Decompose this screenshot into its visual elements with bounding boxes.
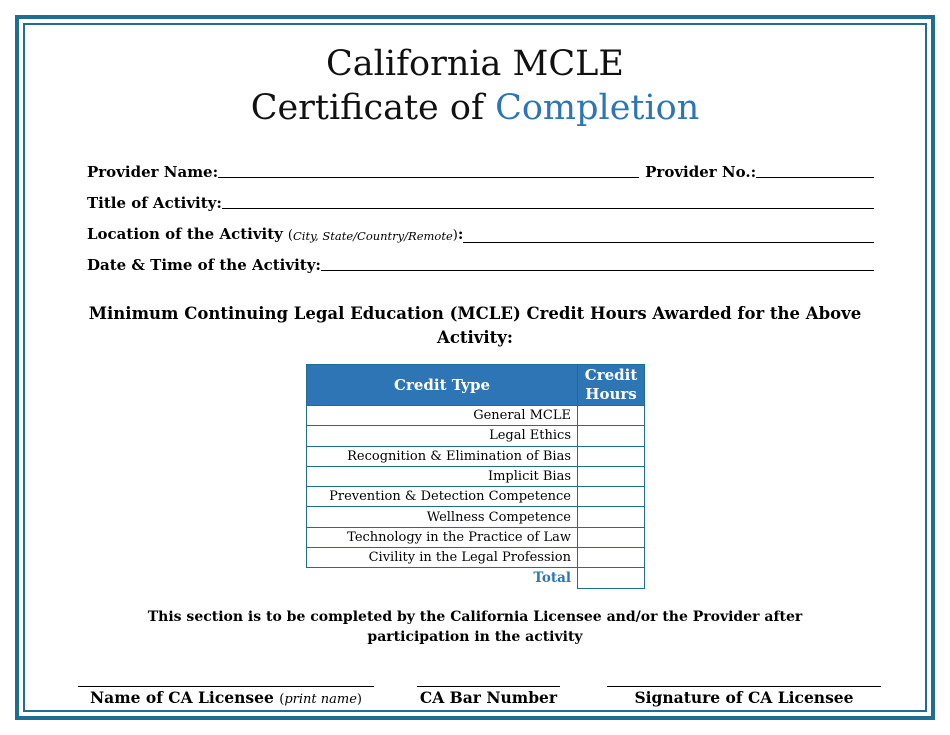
- credit-type-cell: Civility in the Legal Profession: [307, 548, 578, 568]
- signature-label: Signature of CA Licensee: [634, 688, 854, 707]
- date-time-line[interactable]: [321, 269, 874, 271]
- col-credit-type: Credit Type: [307, 365, 578, 406]
- table-row: [307, 507, 645, 527]
- location-hint-open: (: [287, 228, 293, 243]
- credit-hours-table: [306, 364, 645, 589]
- location-label: Location of the Activity: [87, 225, 283, 243]
- title-of-activity-line[interactable]: [222, 207, 874, 209]
- location-row: [87, 225, 874, 243]
- provider-name-label: Provider Name:: [87, 163, 219, 181]
- provider-no-label: Provider No.:: [645, 163, 757, 181]
- bar-number-line[interactable]: [417, 686, 560, 707]
- total-hours-cell[interactable]: [578, 568, 645, 588]
- table-row: [307, 446, 645, 466]
- provider-name-line[interactable]: [218, 176, 639, 178]
- table-row: [307, 466, 645, 486]
- location-colon: :: [457, 225, 464, 243]
- credit-type-cell: Recognition & Elimination of Bias: [307, 446, 578, 466]
- provider-no-line[interactable]: [756, 176, 874, 178]
- date-time-row: [87, 256, 874, 274]
- date-time-label: Date & Time of the Activity:: [87, 256, 321, 274]
- licensee-signature-line[interactable]: [607, 686, 881, 707]
- licensee-name-signature-line[interactable]: [78, 686, 374, 707]
- title-accent: Completion: [495, 88, 700, 128]
- print-name-hint-text: print name: [284, 692, 357, 707]
- credit-hours-cell[interactable]: [578, 466, 645, 486]
- title-of-activity-row: [87, 194, 874, 212]
- credit-type-cell: General MCLE: [307, 406, 578, 426]
- table-row: [307, 487, 645, 507]
- bar-number-label: CA Bar Number: [419, 688, 558, 707]
- table-row: [307, 527, 645, 547]
- provider-row: [87, 163, 874, 181]
- certificate-title-line2: [0, 88, 950, 128]
- certificate-title-line1: California MCLE: [326, 44, 624, 84]
- print-name-hint: (print name): [279, 692, 362, 707]
- credit-hours-cell[interactable]: [578, 548, 645, 568]
- credit-type-cell: Prevention & Detection Competence: [307, 487, 578, 507]
- location-line[interactable]: [463, 241, 874, 243]
- table-row: [307, 426, 645, 446]
- credit-type-cell: Implicit Bias: [307, 466, 578, 486]
- credit-hours-cell[interactable]: [578, 446, 645, 466]
- col-hours-line1: Credit: [584, 366, 638, 384]
- col-hours-line2: Hours: [585, 385, 637, 403]
- total-row: [307, 568, 645, 588]
- credit-type-cell: Wellness Competence: [307, 507, 578, 527]
- credit-hours-cell[interactable]: [578, 507, 645, 527]
- credit-hours-cell[interactable]: [578, 406, 645, 426]
- mcle-heading: Minimum Continuing Legal Education (MCLE) Credit Hours Awarded for the Above Activity:: [88, 304, 862, 347]
- location-hint-close: ): [452, 228, 458, 243]
- credit-hours-cell[interactable]: [578, 487, 645, 507]
- table-row: [307, 548, 645, 568]
- credit-type-cell: Legal Ethics: [307, 426, 578, 446]
- credit-type-cell: Technology in the Practice of Law: [307, 527, 578, 547]
- col-credit-hours: [578, 365, 645, 406]
- credit-hours-cell[interactable]: [578, 527, 645, 547]
- title-prefix: Certificate of: [250, 88, 484, 128]
- credit-hours-cell[interactable]: [578, 426, 645, 446]
- title-of-activity-label: Title of Activity:: [87, 194, 222, 212]
- table-header-row: [307, 365, 645, 406]
- completion-note: This section is to be completed by the California Licensee and/or the Provider after participation in the activity: [147, 609, 803, 645]
- table-row: [307, 406, 645, 426]
- licensee-name-label: Name of CA Licensee: [90, 688, 274, 707]
- total-label: Total: [533, 570, 571, 587]
- location-hint: City, State/Country/Remote: [292, 229, 453, 243]
